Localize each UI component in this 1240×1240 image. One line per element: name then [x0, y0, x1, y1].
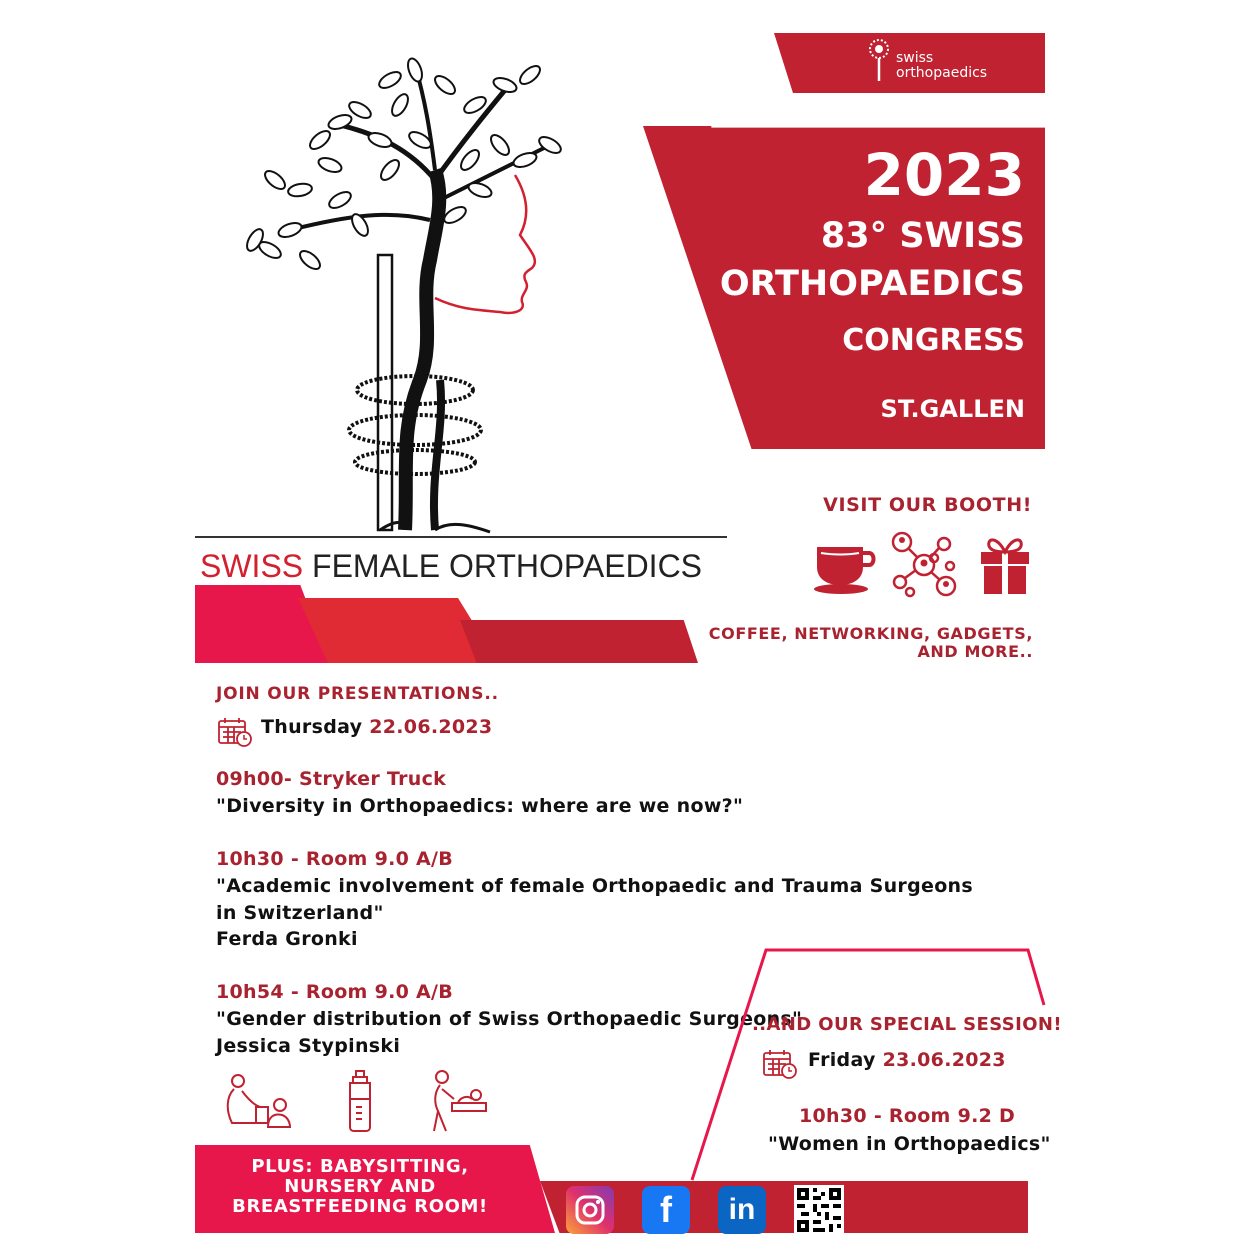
- qr-code-glyph: [797, 1188, 841, 1232]
- presentations-day: [261, 716, 492, 738]
- special-title: "Women in Orthopaedics": [768, 1133, 1051, 1155]
- qr-code-icon[interactable]: [794, 1185, 844, 1235]
- booth-caption-line1: COFFEE, NETWORKING, GADGETS,: [708, 624, 1033, 643]
- session-2-title-line2: in Switzerland": [216, 902, 384, 924]
- org-name-rest: FEMALE ORTHOPAEDICS: [312, 548, 703, 584]
- special-day-date: 23.06.2023: [882, 1049, 1006, 1071]
- gift-icon: [977, 532, 1033, 596]
- session-1-time: 09h00- Stryker Truck: [216, 768, 447, 790]
- stripe-bright: [195, 585, 330, 663]
- special-time: 10h30 - Room 9.2 D: [799, 1105, 1016, 1127]
- logo-text-swiss: swiss: [896, 50, 934, 66]
- special-day-label: Friday: [808, 1049, 876, 1071]
- ground-line: [195, 536, 727, 538]
- linkedin-glyph: in: [728, 1193, 756, 1226]
- org-name-swiss: SWISS: [200, 548, 304, 584]
- childcare-text: [195, 1157, 525, 1217]
- baby-bottle-icon: [344, 1069, 376, 1133]
- special-day: [808, 1049, 1006, 1071]
- brand-logo: [866, 39, 1006, 87]
- booth-heading: VISIT OUR BOOTH!: [823, 494, 1032, 516]
- parent-child-icon: [220, 1073, 296, 1131]
- congress-line1: 83° SWISS: [820, 216, 1025, 256]
- session-3-speaker: Jessica Stypinski: [216, 1035, 401, 1057]
- org-name: [200, 546, 702, 586]
- congress-line3: CONGRESS: [842, 323, 1025, 358]
- network-people-icon: [888, 530, 960, 600]
- congress-line2: ORTHOPAEDICS: [719, 264, 1025, 304]
- congress-city: ST.GALLEN: [880, 395, 1025, 423]
- childcare-line2: NURSERY AND: [284, 1176, 436, 1197]
- session-2-speaker: Ferda Gronki: [216, 928, 358, 950]
- booth-caption-line2: AND MORE..: [917, 642, 1033, 661]
- instagram-glyph: [572, 1192, 608, 1228]
- tree-head-illustration: [230, 50, 590, 540]
- childcare-line1: PLUS: BABYSITTING,: [251, 1156, 469, 1177]
- calendar-clock-icon: [217, 717, 253, 747]
- tree-logo-icon: [866, 39, 892, 83]
- presentations-day-date: 22.06.2023: [369, 716, 493, 738]
- instagram-icon[interactable]: [566, 1186, 614, 1234]
- facebook-icon[interactable]: [642, 1186, 690, 1234]
- presentations-day-label: Thursday: [261, 716, 363, 738]
- calendar-clock-icon-2: [762, 1049, 798, 1079]
- congress-year: 2023: [863, 141, 1025, 209]
- session-2-time: 10h30 - Room 9.0 A/B: [216, 848, 454, 870]
- presentations-heading: JOIN OUR PRESENTATIONS..: [216, 684, 499, 704]
- childcare-line3: BREASTFEEDING ROOM!: [232, 1196, 488, 1217]
- stripe-dark: [460, 620, 698, 663]
- facebook-glyph: f: [660, 1189, 672, 1230]
- session-3-time: 10h54 - Room 9.0 A/B: [216, 981, 454, 1003]
- logo-text-orthopaedics: orthopaedics: [896, 65, 988, 81]
- session-2-title-line1: "Academic involvement of female Orthopaedic and Trauma Surgeons: [216, 875, 973, 897]
- special-heading: ..AND OUR SPECIAL SESSION!: [752, 1014, 1063, 1035]
- coffee-cup-icon: [813, 543, 879, 595]
- changing-table-icon: [424, 1069, 490, 1135]
- session-1-title: "Diversity in Orthopaedics: where are we now?": [216, 795, 744, 817]
- linkedin-icon[interactable]: [718, 1186, 766, 1234]
- session-3-title: "Gender distribution of Swiss Orthopaedic Surgeons": [216, 1008, 803, 1030]
